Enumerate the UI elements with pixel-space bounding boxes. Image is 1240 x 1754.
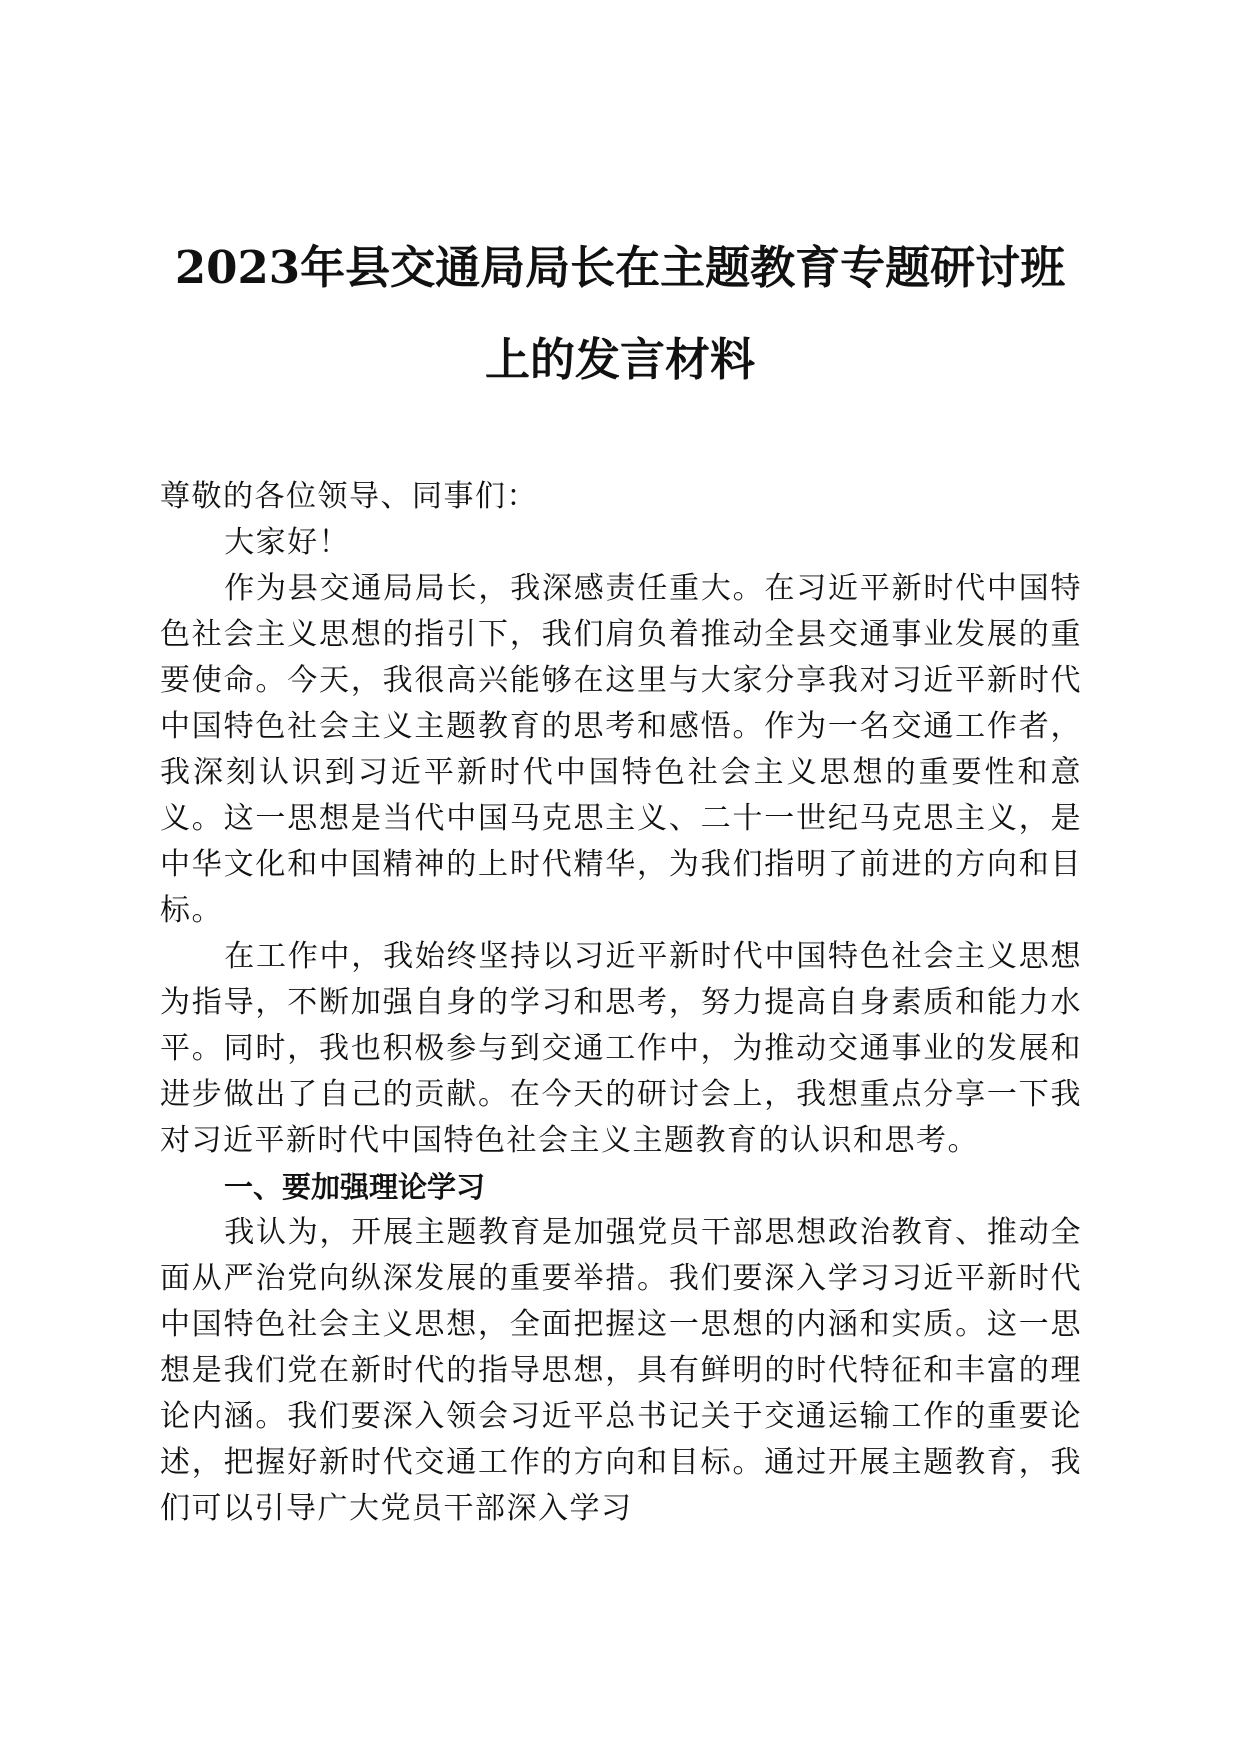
- body-paragraph-2: 在工作中，我始终坚持以习近平新时代中国特色社会主义思想为指导，不断加强自身的学习和思考，努力提高自身素质和能力水平。同时，我也积极参与到交通工作中，为推动交通事业的发展和进步做出了自己的贡献。在今天的研讨会上，我想重点分享一下我对习近平新时代中国特色社会主义主题教育的认识和思考。: [160, 939, 1082, 1158]
- greeting: 大家好！: [224, 525, 351, 560]
- salutation: 尊敬的各位领导、同事们：: [160, 479, 538, 514]
- section-heading: 一、要加强理论学习: [224, 1170, 486, 1204]
- body-paragraph-1: 作为县交通局局长，我深感责任重大。在习近平新时代中国特色社会主义思想的指引下，我们肩负着推动全县交通事业发展的重要使命。今天，我很高兴能够在这里与大家分享我对习近平新时代中国特色社会主义主题教育的思考和感悟。作为一名交通工作者，我深刻认识到习近平新时代中国特色社会主义思想的重要性和意义。这一思想是当代中国马克思主义、二十一世纪马克思主义，是中华文化和中国精神的上时代精华，为我们指明了前进的方向和目标。: [160, 571, 1082, 928]
- document-title: [140, 222, 1100, 406]
- section-paragraph: 我认为，开展主题教育是加强党员干部思想政治教育、推动全面从严治党向纵深发展的重要举措。我们要深入学习习近平新时代中国特色社会主义思想，全面把握这一思想的内涵和实质。这一思想是我们党在新时代的指导思想，具有鲜明的时代特征和丰富的理论内涵。我们要深入领会习近平总书记关于交通运输工作的重要论述，把握好新时代交通工作的方向和目标。通过开展主题教育，我们可以引导广大党员干部深入学习: [160, 1215, 1082, 1526]
- title-line-2: 上的发言材料: [484, 333, 755, 386]
- title-line-1: 2023年县交通局局长在主题教育专题研讨班: [174, 241, 1066, 294]
- document-body: [160, 474, 1082, 1532]
